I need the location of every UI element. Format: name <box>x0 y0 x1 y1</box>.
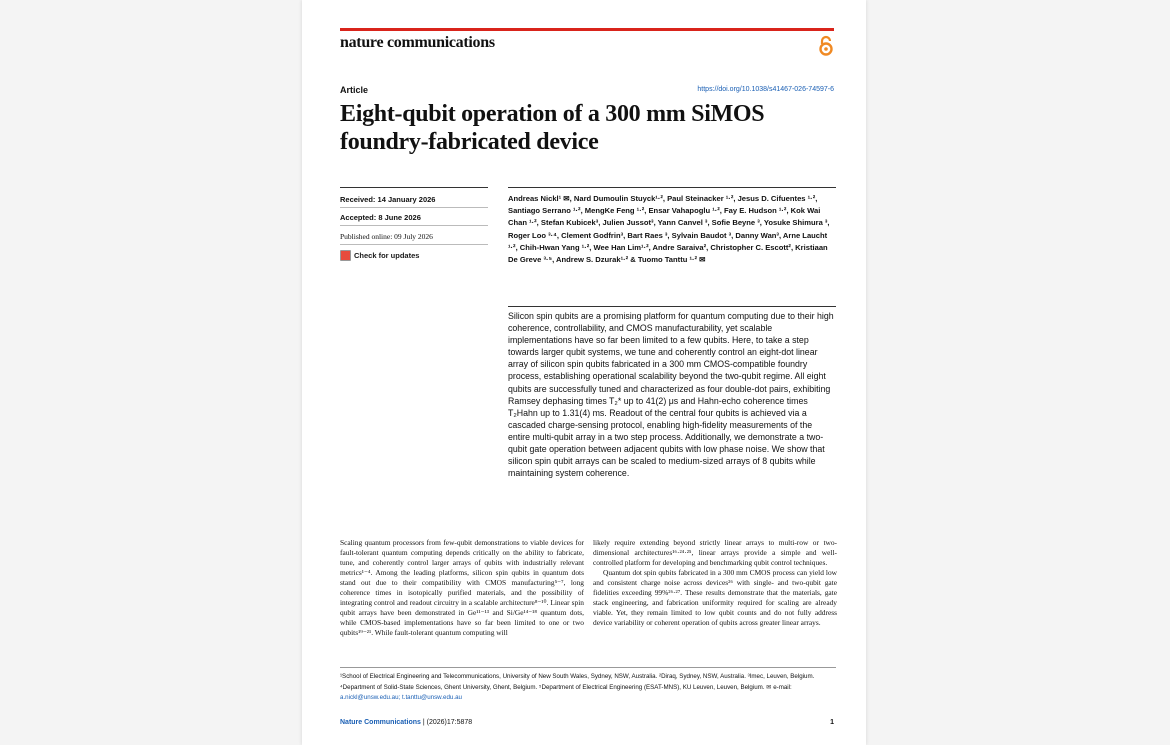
divider <box>340 207 488 208</box>
journal-name[interactable]: nature communications <box>340 34 495 51</box>
affiliations <box>340 672 836 704</box>
footer-journal-link[interactable]: Nature Communications <box>340 719 421 726</box>
divider <box>340 225 488 226</box>
article-type: Article <box>340 85 369 95</box>
authors-divider <box>508 187 836 188</box>
page-number: 1 <box>830 719 834 726</box>
check-updates-icon <box>340 250 351 261</box>
published-date: Published online: 09 July 2026 <box>340 232 433 241</box>
body-paragraph: Quantum dot spin qubits fabricated in a 300 mm CMOS process can yield low and consistent charge noise across devices²⁶ with single- and two-qubit gate fidelities exceeding 99%²⁶·²⁷. These results demonstrate that the materials, gate stack engineering, and fabrication uniformity required for scaling are already viable. Yet, they remain limited to low qubit counts and do not fully address device variability or coherent operation of qubits across greater linear arrays. <box>593 568 837 627</box>
body-paragraph: Scaling quantum processors from few-qubit demonstrations to viable devices for fault-tolerant quantum computing depends critically on the ability to fabricate, tune, and coherently control larger arrays of qubits with industrially relevant metrics¹⁻⁴. Among the leading platforms, silicon spin qubits in quantum dots stand out due to their compatibility with CMOS manufacturing⁵⁻⁷, long coherence times in isotopically purified materials, and the possibility of integrating control and readout circuitry in a scalable architecture⁸⁻¹⁰. Linear spin qubit arrays have been demonstrated in Ge¹¹⁻¹³ and Si/Ge¹⁴⁻¹⁸ quantum dots, while CMOS-based implementations have so far been limited to one or two qubits¹⁹⁻²¹. While fault-tolerant quantum computing will <box>340 538 584 637</box>
open-access-icon[interactable] <box>818 35 834 57</box>
body-column-left <box>340 538 584 638</box>
header-rule <box>340 28 834 31</box>
divider <box>340 244 488 245</box>
body-column-right <box>593 538 837 628</box>
footer-citation-text: | (2026)17:5878 <box>422 719 473 726</box>
affiliations-text: ¹School of Electrical Engineering and Telecommunications, University of New South Wales, Sydney, NSW, Australia. ²Diraq, Sydney, NSW, Australia. ³Imec, Leuven, Belgium. ⁴Department of Solid-State Sciences, Ghent University, Ghent, Belgium. ⁵Department of Electrical Engineering (ESAT-MNS), KU Leuven, Leuven, Belgium. <box>340 673 815 691</box>
meta-divider <box>340 187 488 188</box>
email-links[interactable]: a.nickl@unsw.edu.au; t.tanttu@unsw.edu.au <box>340 694 462 701</box>
affiliations-divider <box>340 667 836 668</box>
check-for-updates-button[interactable] <box>340 250 419 261</box>
received-date: Received: 14 January 2026 <box>340 195 436 204</box>
body-paragraph: likely require extending beyond strictly linear arrays to multi-row or two-dimensional architectures¹⁶·²⁴·²⁵, linear arrays provide a simple and well-controlled platform for developing and benchmarking qubit control techniques. <box>593 538 837 567</box>
article-title: Eight-qubit operation of a 300 mm SiMOS foundry-fabricated device <box>340 101 765 155</box>
doi-link[interactable]: https://doi.org/10.1038/s41467-026-74597-6 <box>697 86 834 93</box>
footer-citation <box>340 719 472 726</box>
abstract-divider <box>508 306 836 307</box>
abstract: Silicon spin qubits are a promising platform for quantum computing due to their high coherence, controllability, and CMOS manufacturability, yet scalable implementations have so far been limited to a few qubits. Here, to take a step towards larger qubit systems, we tune and coherently control an eight-dot linear array of silicon spin qubits fabricated in a 300 mm CMOS-compatible foundry process, establishing operational scalability beyond the two-qubit regime. All eight qubits are successfully tuned and characterized as four double-dot pairs, exhibiting Ramsey dephasing times T₂* up to 41(2) μs and Hahn-echo coherence times T₂Hahn up to 1.31(4) ms. Readout of the central four qubits is achieved via a cascaded charge-sensing protocol, enabling high-fidelity measurements of the entire multi-qubit array in a two step process. Additionally, we demonstrate a two-qubit gate operation between adjacent qubits with low phase noise. We show that silicon spin qubit arrays can be scaled to medium-sized arrays of 8 qubits while maintaining system coherence. <box>508 311 834 479</box>
article-page <box>302 0 866 745</box>
email-label: ✉ e-mail: <box>766 683 792 691</box>
author-list: Andreas Nickl¹ ✉, Nard Dumoulin Stuyck¹·², Paul Steinacker ¹·², Jesus D. Cifuentes ¹·², Santiago Serrano ¹·², MengKe Feng ¹·², Ensar Vahapoglu ¹·², Fay E. Hudson ¹·², Kok Wai Chan ¹·², Stefan Kubicek³, Julien Jussot³, Yann Canvel ³, Sofie Beyne ³, Yosuke Shimura ³, Roger Loo ³·⁴, Clement Godfrin³, Bart Raes ³, Sylvain Baudot ³, Danny Wan³, Arne Laucht ¹·², Chih-Hwan Yang ¹·², Wee Han Lim¹·², Andre Saraiva², Christopher C. Escott², Kristiaan De Greve ³·⁵, Andrew S. Dzurak¹·² & Tuomo Tanttu ¹·² ✉ <box>508 194 830 265</box>
check-updates-label: Check for updates <box>354 251 420 260</box>
accepted-date: Accepted: 8 June 2026 <box>340 213 421 222</box>
